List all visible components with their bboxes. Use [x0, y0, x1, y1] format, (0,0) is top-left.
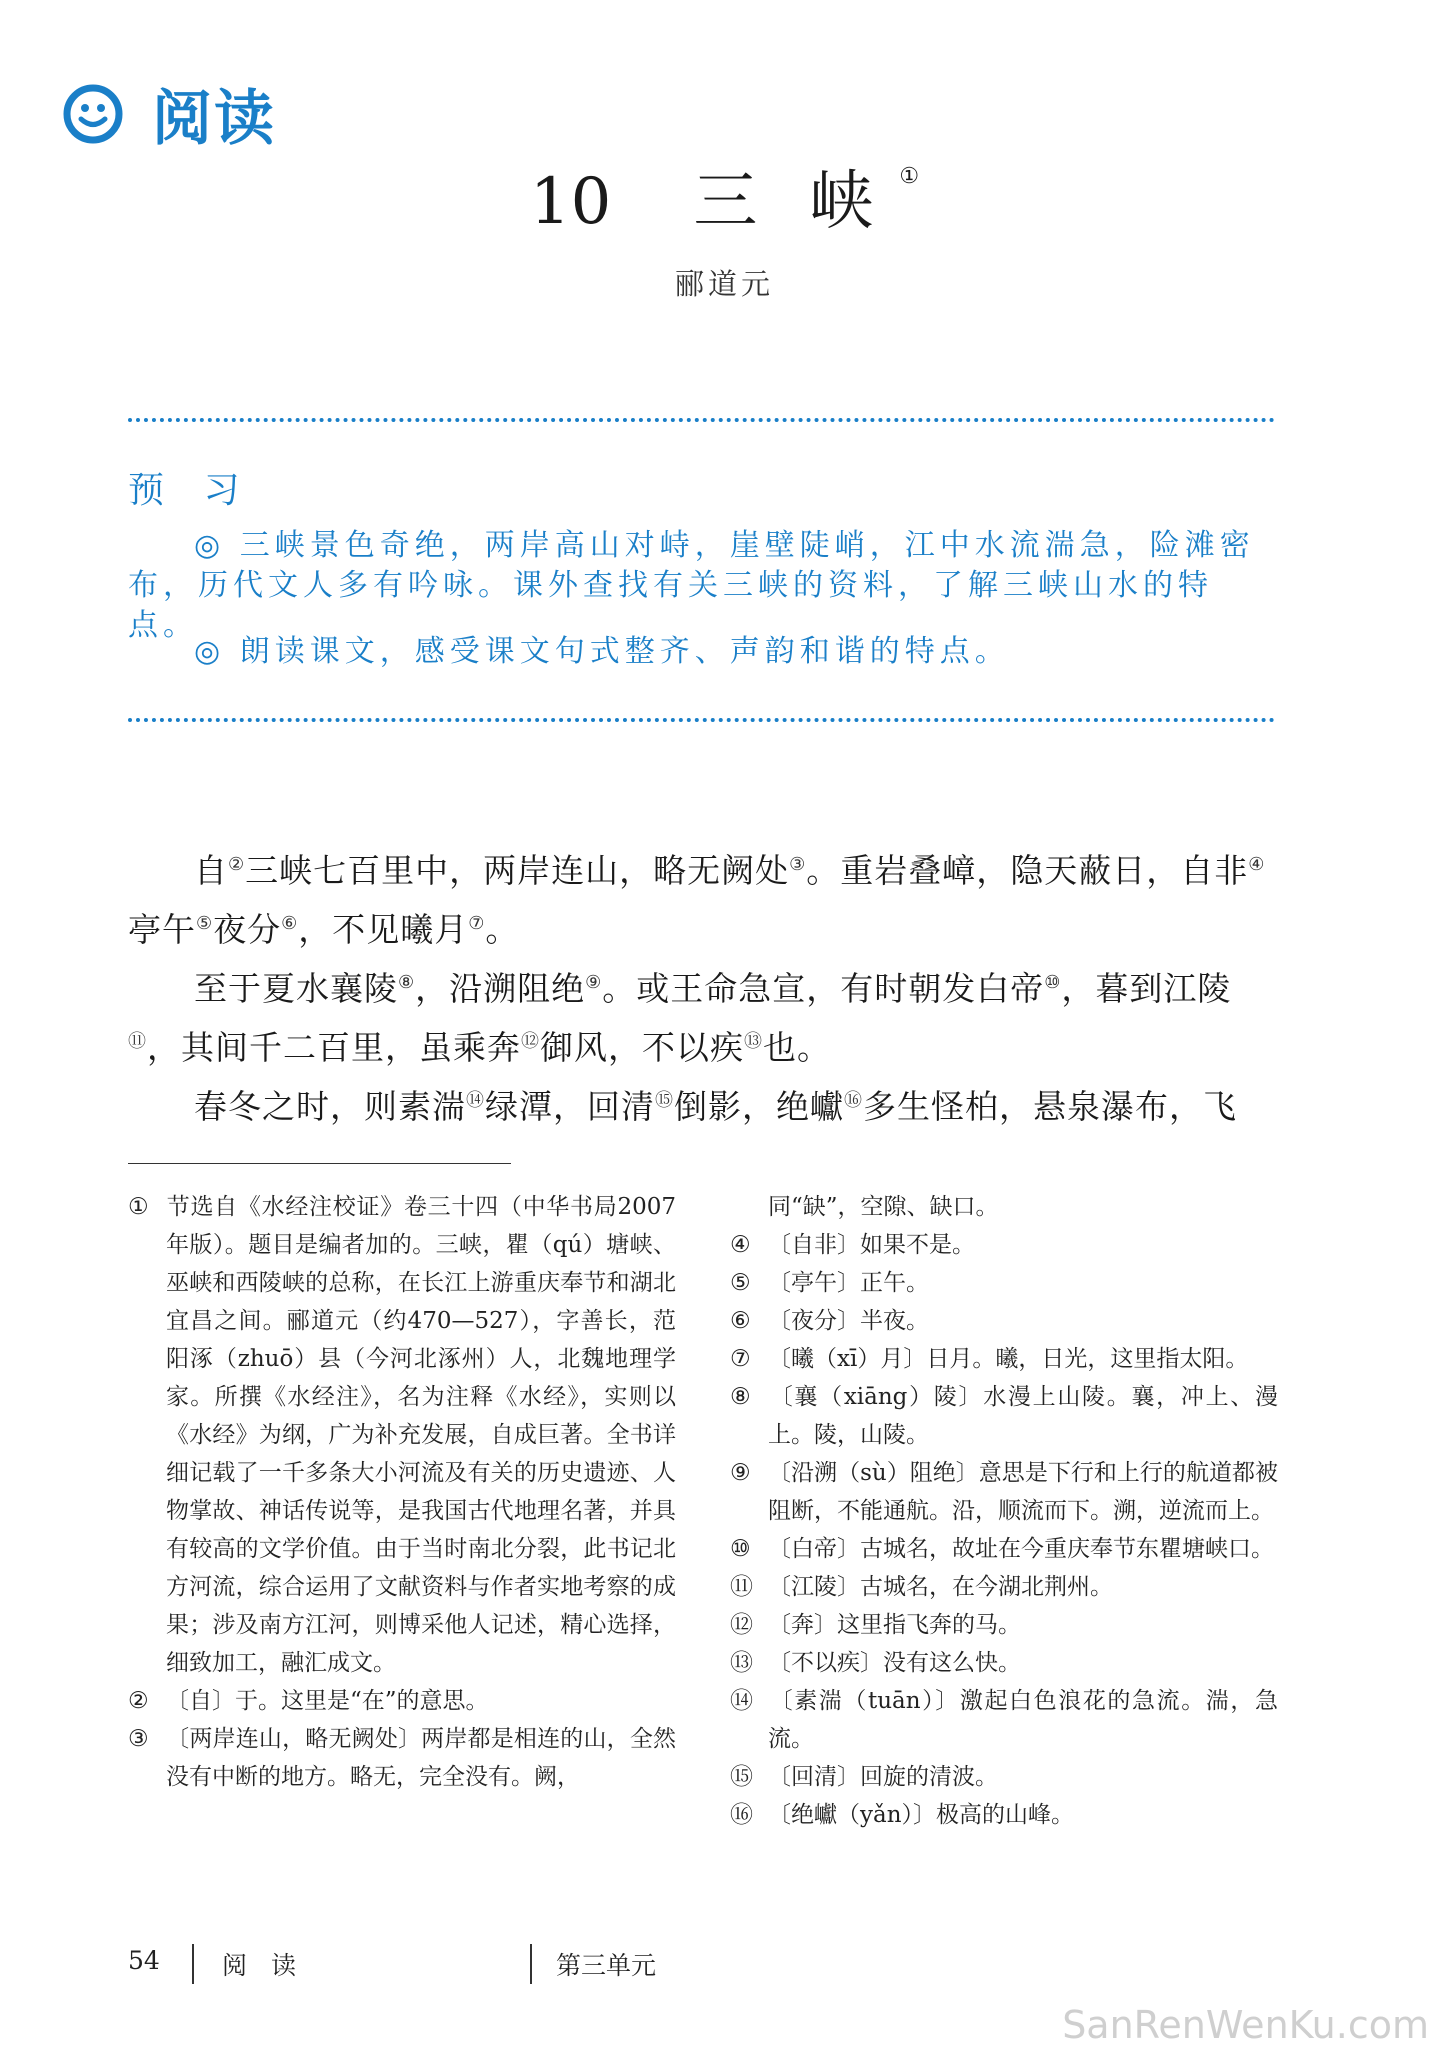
footnote-mark: ⑮ [730, 1764, 753, 1790]
footnote [730, 1644, 1278, 1682]
footnote-mark: ⑫ [730, 1612, 753, 1638]
text-run: 至于夏水襄陵 [194, 969, 398, 1008]
note-marker: ⑭ [466, 1090, 485, 1111]
note-marker: ⑯ [844, 1090, 863, 1111]
footer-section: 阅 读 [222, 1951, 304, 1980]
lesson-number: 10 [529, 165, 612, 239]
footnote-text: 〔两岸连山，略无阙处〕两岸都是相连的山，全然没有中断的地方。略无，完全没有。阙， [166, 1726, 676, 1790]
footnote-text: 〔奔〕这里指飞奔的马。 [768, 1612, 1021, 1638]
text-run: 多生怪柏，悬泉瀑布，飞 [863, 1087, 1237, 1126]
text-run: ，不见曦月 [298, 910, 469, 949]
footnote [128, 1682, 676, 1720]
footnote-text: 〔襄（xiāng）陵〕水漫上山陵。襄，冲上、漫上。陵，山陵。 [768, 1384, 1278, 1448]
footnotes-right [730, 1188, 1278, 1834]
text-run: 。或王命急宣，有时朝发白帝 [602, 969, 1045, 1008]
footnote [730, 1226, 1278, 1264]
footnote-text: 〔江陵〕古城名，在今湖北荆州。 [768, 1574, 1113, 1600]
footnote-text: 〔不以疾〕没有这么快。 [768, 1650, 1021, 1676]
preview-heading: 预 习 [128, 470, 254, 511]
footnote [730, 1378, 1278, 1454]
text-run: 也。 [763, 1028, 831, 1067]
footnote-continuation: 同“缺”，空隙、缺口。 [768, 1194, 999, 1220]
section-header [62, 78, 276, 154]
footnote-mark: ⑯ [730, 1802, 753, 1828]
footnote-mark: ⑪ [730, 1574, 753, 1600]
text-run: ，沿溯阻绝 [415, 969, 586, 1008]
text-run: ，暮到江陵 [1061, 969, 1232, 1008]
footnote-mark: ⑤ [730, 1270, 751, 1296]
note-marker: ⑥ [281, 913, 299, 934]
footnote-text: 〔沿溯（sù）阻绝〕意思是下行和上行的航道都被阻断，不能通航。沿，顺流而下。溯，逆流而上。 [768, 1460, 1278, 1524]
footnote [730, 1606, 1278, 1644]
footnote [730, 1530, 1278, 1568]
footnote-mark: ⑬ [730, 1650, 753, 1676]
footnotes-left [128, 1188, 676, 1796]
page-title [0, 150, 1449, 242]
footnote-text: 〔素湍（tuān）〕激起白色浪花的急流。湍，急流。 [768, 1688, 1278, 1752]
divider-bottom [128, 718, 1275, 722]
note-marker: ⑩ [1044, 972, 1062, 993]
footnote-text: 〔曦（xī）月〕日月。曦，日光，这里指太阳。 [768, 1346, 1249, 1372]
note-marker: ⑨ [585, 972, 603, 993]
footnote-mark: ④ [730, 1232, 751, 1258]
text-paragraph [128, 838, 1275, 956]
footnote-text: 节选自《水经注校证》卷三十四（中华书局2007年版）。题目是编者加的。三峡，瞿（qú）塘峡、巫峡和西陵峡的总称，在长江上游重庆奉节和湖北宜昌之间。郦道元（约470—527），字善长，范阳涿（zhuō）县（今河北涿州）人，北魏地理学家。所撰《水经注》，名为注释《水经》，实则以《水经》为纲，广为补充发展，自成巨著。全书详细记载了一千多条大小河流及有关的历史遗迹、人物掌故、神话传说等，是我国古代地理名著，并具有较高的文学价值。由于当时南北分裂，此书记北方河流，综合运用了文献资料与作者实地考察的成果；涉及南方江河，则博采他人记述，精心选择，细致加工，融汇成文。 [166, 1194, 676, 1676]
footnote-mark: ⑦ [730, 1346, 751, 1372]
text-run: 三峡七百里中，两岸连山，略无阙处 [245, 851, 790, 890]
note-marker: ④ [1248, 854, 1266, 875]
text-run: ，其间千二百里，虽乘奔 [147, 1028, 521, 1067]
note-marker: ⑪ [128, 1031, 147, 1052]
footnote-mark: ⑭ [730, 1688, 753, 1714]
footnote [730, 1682, 1278, 1758]
text-run: 自 [194, 851, 228, 890]
note-marker: ⑦ [468, 913, 486, 934]
note-marker: ⑬ [744, 1031, 763, 1052]
note-marker: ⑧ [398, 972, 416, 993]
note-marker: ⑤ [196, 913, 214, 934]
text-paragraph [128, 956, 1275, 1074]
note-marker: ② [228, 854, 246, 875]
footnote-text: 〔夜分〕半夜。 [768, 1308, 929, 1334]
text-run: 春冬之时，则素湍 [194, 1087, 466, 1126]
footnote [730, 1264, 1278, 1302]
section-label: 阅读 [152, 84, 276, 154]
footnote-mark: ① [128, 1194, 149, 1220]
text-run: 。重岩叠嶂，隐天蔽日，自非 [806, 851, 1249, 890]
footnote-mark: ③ [128, 1726, 149, 1752]
footnote-text: 〔回清〕回旋的清波。 [768, 1764, 998, 1790]
main-text [128, 838, 1275, 1133]
footer-unit: 第三单元 [556, 1951, 657, 1980]
page-number: 54 [128, 1946, 160, 1975]
title-char-2: 峡 [809, 165, 874, 239]
text-run: 亭午 [128, 910, 196, 949]
footnote [730, 1340, 1278, 1378]
note-marker: ③ [789, 854, 807, 875]
divider-top [128, 418, 1275, 422]
watermark: SanRenWenKu.com [1062, 2003, 1429, 2047]
footnote [730, 1568, 1278, 1606]
footer-divider [530, 1944, 532, 1984]
footnote [128, 1188, 676, 1682]
title-note-mark: ① [899, 163, 920, 189]
text-run: 。 [485, 910, 520, 949]
footnote [730, 1796, 1278, 1834]
footnote-mark: ② [128, 1688, 149, 1714]
footnote-mark: ⑨ [730, 1460, 751, 1486]
note-marker: ⑮ [655, 1090, 674, 1111]
footnote [128, 1720, 676, 1796]
footnote-mark: ⑧ [730, 1384, 751, 1410]
footnote-text: 〔自非〕如果不是。 [768, 1232, 975, 1258]
footnote-text: 〔亭午〕正午。 [768, 1270, 929, 1296]
footnote-text: 〔绝巘（yǎn）〕极高的山峰。 [768, 1802, 1075, 1828]
footnote [730, 1454, 1278, 1530]
text-run: 御风，不以疾 [540, 1028, 744, 1067]
footnote [730, 1758, 1278, 1796]
footnote-mark: ⑥ [730, 1308, 751, 1334]
text-run: 夜分 [213, 910, 282, 949]
footnote-rule [128, 1163, 511, 1164]
text-run: 倒影，绝巘 [674, 1087, 844, 1126]
preview-item: ◎ 朗读课文，感受课文句式整齐、声韵和谐的特点。 [194, 634, 1010, 669]
text-paragraph [128, 1074, 1275, 1133]
footer-divider [192, 1944, 194, 1984]
smiley-face-icon [62, 83, 124, 145]
note-marker: ⑫ [521, 1031, 540, 1052]
title-char-1: 三 [693, 165, 758, 239]
footnote-text: 〔白帝〕古城名，故址在今重庆奉节东瞿塘峡口。 [768, 1536, 1274, 1562]
text-run: 绿潭，回清 [485, 1087, 655, 1126]
preview-item: ◎ 三峡景色奇绝，两岸高山对峙，崖壁陡峭，江中水流湍急，险滩密布，历代文人多有吟咏。课外查找有关三峡的资料，了解三峡山水的特点。 [128, 528, 1255, 643]
footnote [730, 1302, 1278, 1340]
footnote-mark: ⑩ [730, 1536, 751, 1562]
footnote-text: 〔自〕于。这里是“在”的意思。 [166, 1688, 489, 1714]
author: 郦道元 [674, 267, 774, 301]
